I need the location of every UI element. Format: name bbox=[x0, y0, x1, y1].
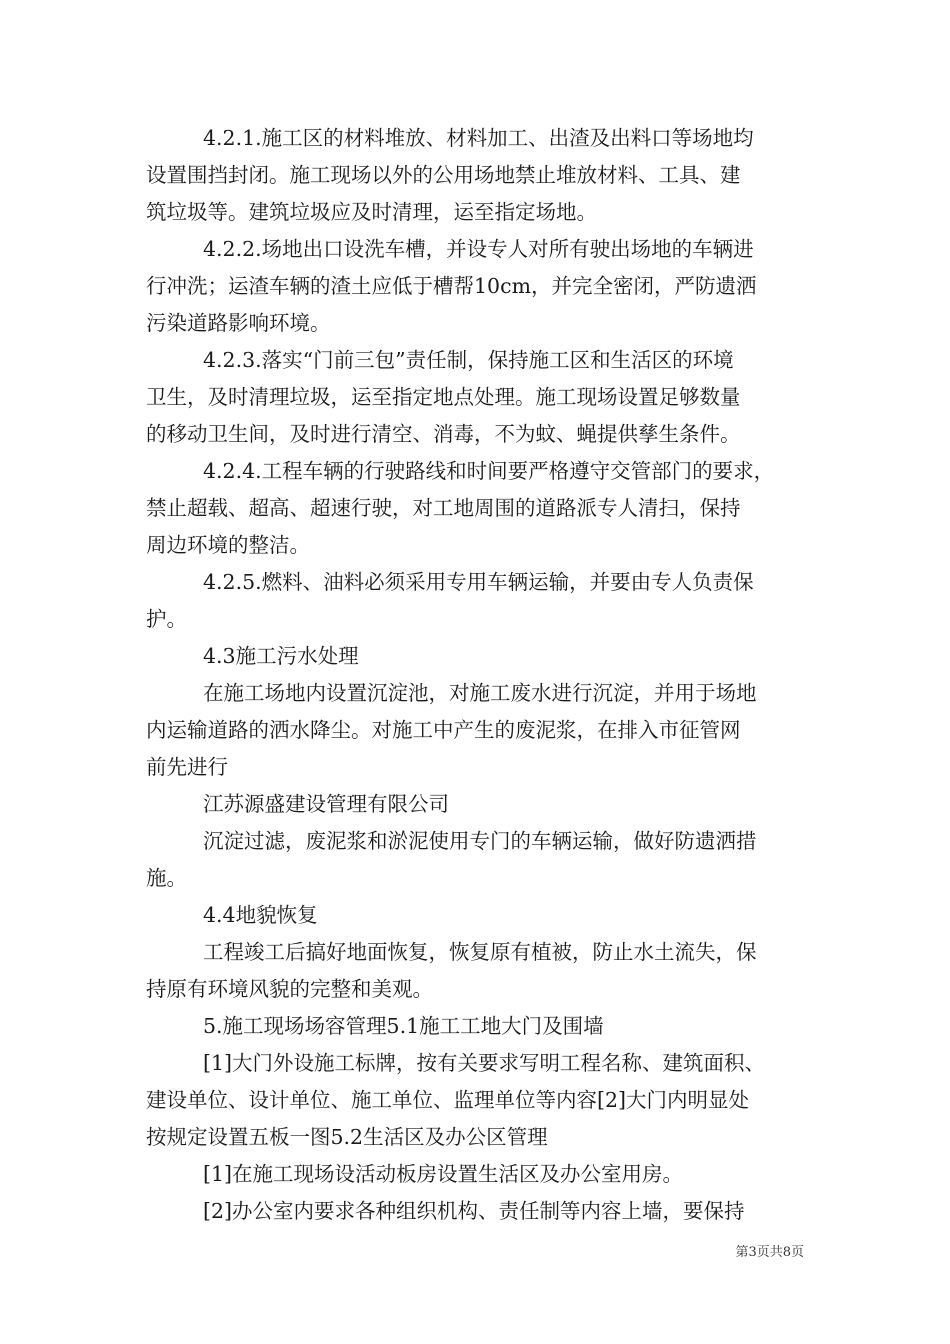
text-line: 设置围挡封闭。施工现场以外的公用场地禁止堆放材料、工具、建 bbox=[146, 163, 741, 187]
text-line: 持原有环境风貌的完整和美观。 bbox=[146, 977, 433, 1001]
text-line: [2]办公室内要求各种组织机构、责任制等内容上墙，要保持 bbox=[203, 1199, 745, 1223]
text-line: 禁止超载、超高、超速行驶，对工地周围的道路派专人清扫，保持 bbox=[146, 496, 741, 520]
text-line: 在施工场地内设置沉淀池，对施工废水进行沉淀，并用于场地 bbox=[203, 681, 757, 705]
text-line: 4.2.5.燃料、油料必须采用专用车辆运输，并要由专人负责保 bbox=[203, 570, 754, 594]
text-line: 的移动卫生间，及时进行清空、消毒，不为蚊、蝇提供孳生条件。 bbox=[146, 422, 741, 446]
text-line: 周边环境的整洁。 bbox=[146, 533, 310, 557]
text-line: 沉淀过滤，废泥浆和淤泥使用专门的车辆运输，做好防遗洒措 bbox=[203, 829, 757, 853]
text-line: 污染道路影响环境。 bbox=[146, 311, 331, 335]
text-line: 按规定设置五板一图5.2生活区及办公区管理 bbox=[146, 1125, 548, 1149]
document-body bbox=[146, 120, 814, 1230]
text-line: 4.2.3.落实“门前三包”责任制，保持施工区和生活区的环境 bbox=[203, 348, 734, 372]
text-line: 4.2.2.场地出口设洗车槽，并设专人对所有驶出场地的车辆进 bbox=[203, 237, 754, 261]
text-line: 施。 bbox=[146, 866, 187, 890]
text-line: 4.2.1.施工区的材料堆放、材料加工、出渣及出料口等场地均 bbox=[203, 126, 754, 150]
text-line: 内运输道路的洒水降尘。对施工中产生的废泥浆，在排入市征管网 bbox=[146, 718, 741, 742]
text-line: 筑垃圾等。建筑垃圾应及时清理，运至指定场地。 bbox=[146, 200, 597, 224]
text-line: 卫生，及时清理垃圾，运至指定地点处理。施工现场设置足够数量 bbox=[146, 385, 741, 409]
text-line: 护。 bbox=[146, 607, 187, 631]
text-line: 前先进行 bbox=[146, 755, 228, 779]
text-line: 建设单位、设计单位、施工单位、监理单位等内容[2]大门内明显处 bbox=[146, 1088, 750, 1112]
text-line: 4.2.4.工程车辆的行驶路线和时间要严格遵守交管部门的要求， bbox=[203, 459, 775, 483]
text-line: 4.3施工污水处理 bbox=[203, 644, 359, 668]
text-line: 5.施工现场场容管理5.1施工工地大门及围墙 bbox=[203, 1014, 604, 1038]
text-line: 工程竣工后搞好地面恢复，恢复原有植被，防止水土流失，保 bbox=[203, 940, 757, 964]
text-line: 行冲洗；运渣车辆的渣土应低于槽帮10cm，并完全密闭，严防遗洒 bbox=[146, 274, 757, 298]
text-line: [1]大门外设施工标牌，按有关要求写明工程名称、建筑面积、 bbox=[203, 1051, 766, 1075]
page-number-footer: 第3页共8页 bbox=[735, 1245, 804, 1260]
text-line: 江苏源盛建设管理有限公司 bbox=[203, 792, 449, 816]
text-line: [1]在施工现场设活动板房设置生活区及办公室用房。 bbox=[203, 1162, 684, 1186]
text-line: 4.4地貌恢复 bbox=[203, 903, 318, 927]
